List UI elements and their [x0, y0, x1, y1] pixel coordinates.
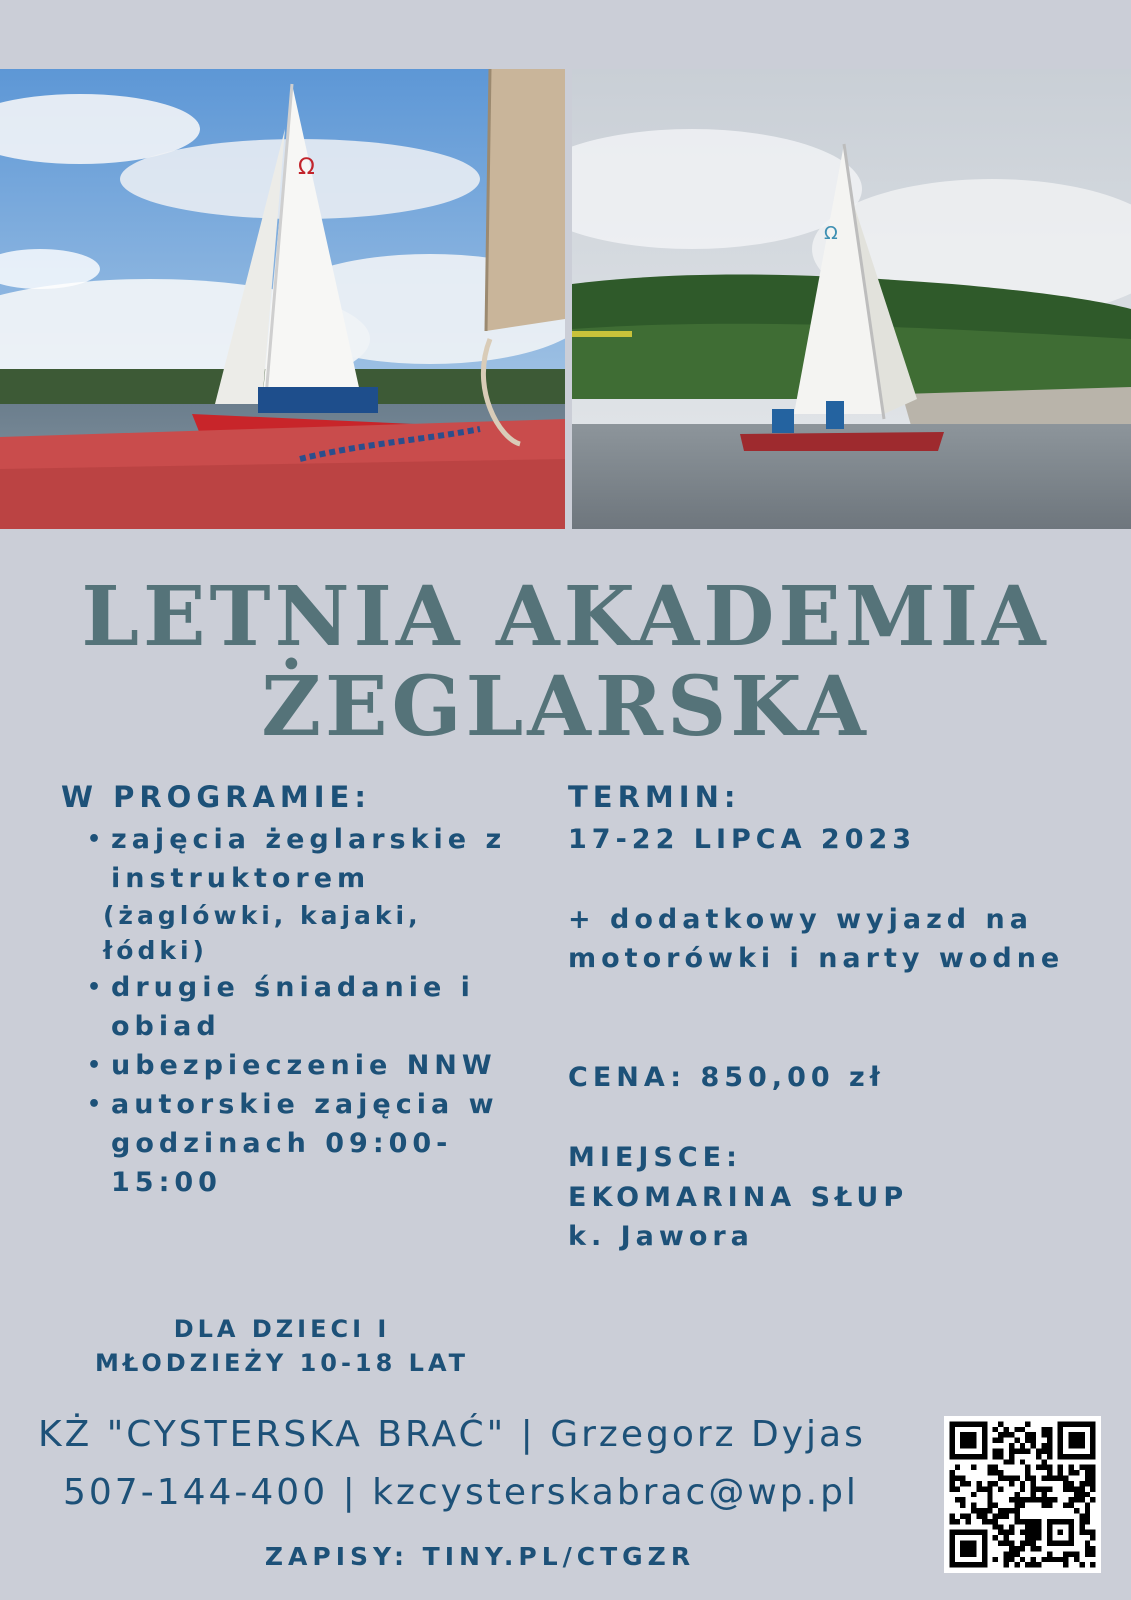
program-item — [85, 968, 525, 1046]
term-value: 17-22 LIPCA 2023 — [568, 824, 917, 855]
program-item-text: zajęcia żeglarskie z instruktorem — [111, 824, 507, 894]
price: CENA: 850,00 zł — [568, 1062, 885, 1093]
signup-link[interactable]: ZAPISY: TINY.PL/CTGZR — [264, 1542, 696, 1571]
svg-text:Ω: Ω — [298, 155, 315, 180]
page-title-line1: LETNIA AKADEMIA — [81, 569, 1050, 665]
program-item-note: (żaglówki, kajaki, łódki) — [103, 901, 422, 965]
contact-organizer: KŻ "CYSTERSKA BRAĆ" | Grzegorz Dyjas — [38, 1414, 866, 1455]
program-heading: W PROGRAMIE: — [61, 780, 371, 814]
program-item-text: autorskie zajęcia w godzinach 09:00-15:00 — [111, 1089, 499, 1198]
contact-phone-email: 507-144-400 | kzcysterskabrac@wp.pl — [63, 1472, 859, 1513]
page-title-line2: ŻEGLARSKA — [261, 659, 870, 755]
extra-trip-note: + dodatkowy wyjazd na motorówki i narty wodne — [568, 904, 1065, 974]
bullet-icon: • — [87, 975, 107, 1000]
place-heading: MIEJSCE: — [568, 1142, 742, 1173]
place-line1: EKOMARINA SŁUP — [568, 1182, 909, 1213]
bullet-icon: • — [87, 827, 107, 852]
svg-text:Ω: Ω — [824, 223, 838, 244]
bullet-icon: • — [87, 1092, 107, 1117]
place-line2: k. Jawora — [568, 1221, 754, 1252]
audience-line1: DLA DZIECI I — [173, 1315, 391, 1343]
photos-banner — [0, 69, 1131, 529]
term-heading: TERMIN: — [568, 780, 741, 814]
program-item-text: drugie śniadanie i obiad — [111, 972, 475, 1042]
sailboat-photo-left — [0, 69, 565, 529]
sailboat-photo-right — [572, 69, 1131, 529]
place-value — [568, 1178, 1108, 1256]
audience-note — [82, 1312, 482, 1380]
audience-line2: MŁODZIEŻY 10-18 LAT — [94, 1349, 470, 1377]
program-list — [85, 820, 525, 1202]
program-item-text: ubezpieczenie NNW — [111, 1050, 497, 1081]
bullet-icon: • — [87, 1053, 107, 1078]
program-item — [85, 1085, 525, 1202]
program-item — [85, 1046, 525, 1085]
program-item — [85, 820, 525, 968]
qr-code[interactable] — [944, 1416, 1101, 1573]
